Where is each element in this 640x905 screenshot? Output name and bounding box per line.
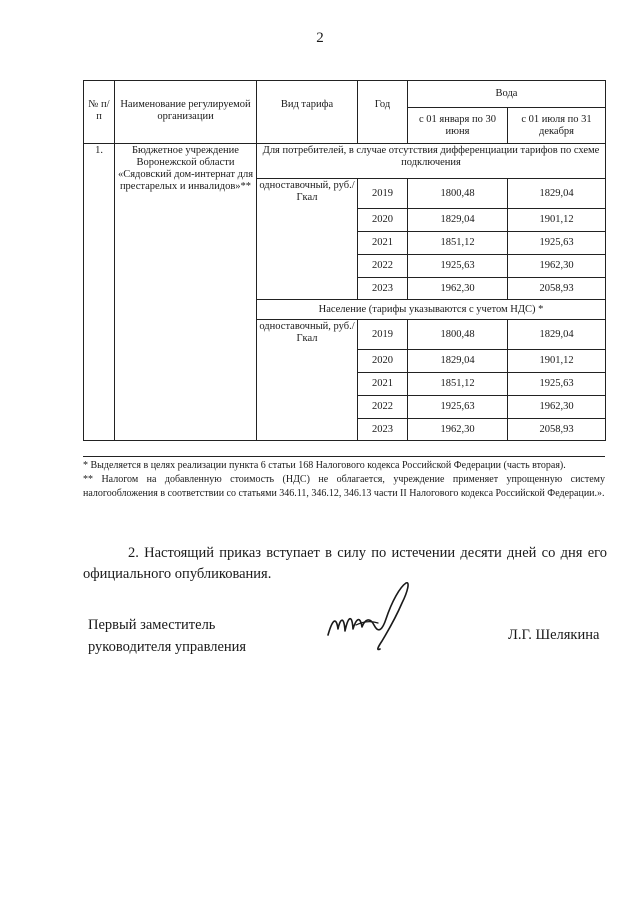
value-cell: 1800,48 — [408, 179, 508, 209]
value-cell: 1962,30 — [508, 396, 606, 419]
tariff-kind-consumers: одноставочный, руб./Гкал — [257, 179, 358, 300]
header-year: Год — [358, 81, 408, 144]
year-cell: 2021 — [358, 232, 408, 255]
value-cell: 1925,63 — [508, 373, 606, 396]
value-cell: 1851,12 — [408, 232, 508, 255]
header-num: № п/п — [84, 81, 115, 144]
value-cell: 1962,30 — [408, 419, 508, 441]
value-cell: 1925,63 — [408, 396, 508, 419]
page-number: 2 — [316, 30, 324, 46]
value-cell: 1800,48 — [408, 320, 508, 350]
value-cell: 2058,93 — [508, 278, 606, 300]
value-cell: 1962,30 — [508, 255, 606, 278]
year-cell: 2021 — [358, 373, 408, 396]
year-cell: 2020 — [358, 350, 408, 373]
header-period-1: с 01 января по 30 июня — [408, 108, 508, 144]
header-water: Вода — [408, 81, 606, 108]
signer-position — [88, 614, 246, 658]
value-cell: 2058,93 — [508, 419, 606, 441]
signer-name: Л.Г. Шелякина — [508, 627, 600, 643]
value-cell: 1829,04 — [408, 209, 508, 232]
section-title-population: Население (тарифы указываются с учетом НДС) * — [257, 300, 606, 320]
value-cell: 1851,12 — [408, 373, 508, 396]
row-number: 1. — [84, 144, 115, 441]
value-cell: 1829,04 — [408, 350, 508, 373]
value-cell: 1901,12 — [508, 350, 606, 373]
value-cell: 1925,63 — [408, 255, 508, 278]
value-cell: 1901,12 — [508, 209, 606, 232]
value-cell: 1962,30 — [408, 278, 508, 300]
value-cell: 1829,04 — [508, 179, 606, 209]
year-cell: 2023 — [358, 419, 408, 441]
year-cell: 2022 — [358, 396, 408, 419]
header-org-name: Наименование регулируемой организации — [115, 81, 257, 144]
signer-position-line-1: Первый заместитель — [88, 617, 216, 633]
tariff-table — [83, 80, 606, 441]
footnote-vat: * Выделяется в целях реализации пункта 6 статьи 168 Налогового кодекса Российской Федерации (часть вторая). — [83, 460, 566, 471]
year-cell: 2020 — [358, 209, 408, 232]
header-tariff-kind: Вид тарифа — [257, 81, 358, 144]
organization-name: Бюджетное учреждение Воронежской области «Сядовский дом-интернат для престарелых и инвалидов»** — [115, 144, 257, 441]
handwritten-signature — [318, 575, 418, 655]
year-cell: 2023 — [358, 278, 408, 300]
year-cell: 2019 — [358, 320, 408, 350]
year-cell: 2022 — [358, 255, 408, 278]
value-cell: 1829,04 — [508, 320, 606, 350]
section-title-consumers: Для потребителей, в случае отсутствия дифференциации тарифов по схеме подключения — [257, 144, 606, 179]
value-cell: 1925,63 — [508, 232, 606, 255]
footnote-no-vat: ** Налогом на добавленную стоимость (НДС) не облагается, учреждение применяет упрощенную систему налогообложения в соответствии со статьями 346.11, 346.12, 346.13 части II Налогового кодекса Российской Федерации.». — [83, 474, 605, 499]
footnotes — [83, 456, 605, 501]
signer-position-line-2: руководителя управления — [88, 639, 247, 655]
year-cell: 2019 — [358, 179, 408, 209]
tariff-kind-population: одноставочный, руб./Гкал — [257, 320, 358, 441]
header-period-2: с 01 июля по 31 декабря — [508, 108, 606, 144]
effective-date-paragraph: 2. Настоящий приказ вступает в силу по истечении десяти дней со дня его официального опубликования. — [83, 545, 607, 582]
